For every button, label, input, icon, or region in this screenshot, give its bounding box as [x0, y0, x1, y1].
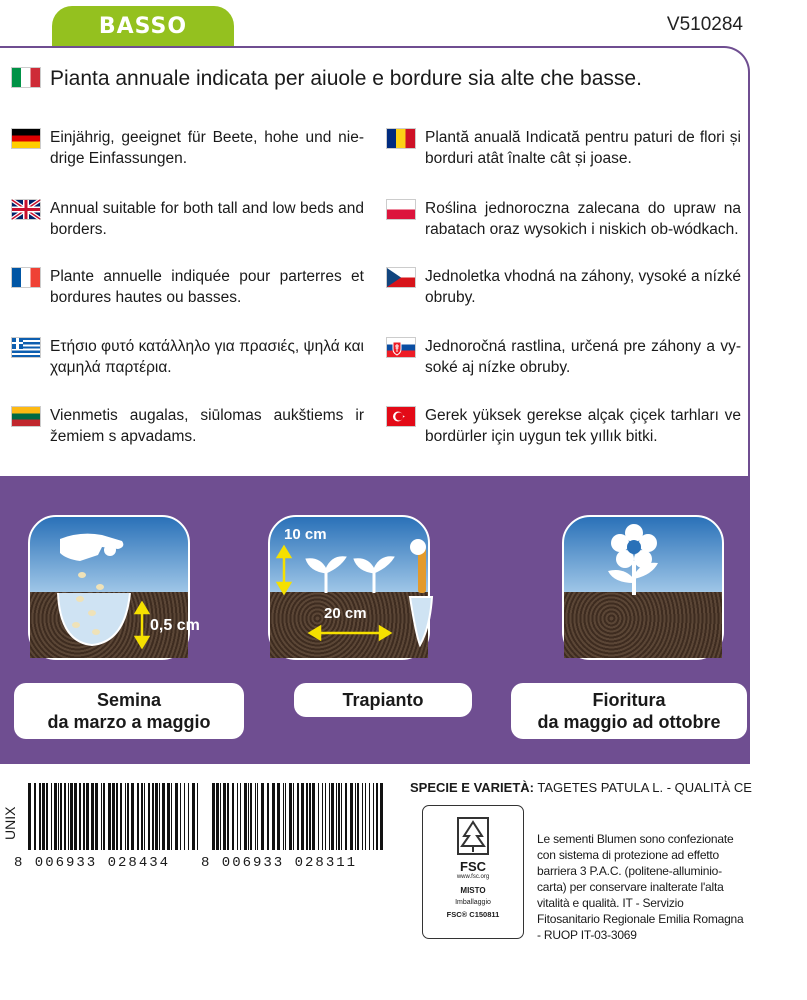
packaging-info: Le sementi Blumen sono confezionate con sistema di protezione ad effetto barriera 3 P.A.C. (politene-alluminio-carta) per conservare inalterate l'alta vitalità e qualità. IT - Servizio Fitosanitario Regionale Emilia Romagna - RUOP IT-03-3069 [537, 832, 744, 942]
seedling-icon [306, 557, 394, 593]
description-tr [387, 405, 741, 447]
barcode-bar [112, 783, 115, 850]
barcode-bar [244, 783, 247, 850]
barcode-bar [220, 783, 221, 850]
barcode-2 [210, 783, 388, 850]
tr-text: Gerek yüksek gerekse alçak çiçek tarhları ve bordürler için uygun tek yıllık bitki. [425, 407, 741, 445]
product-code: V510284 [666, 14, 743, 35]
barcode-bar [180, 783, 181, 850]
description-ro [387, 127, 741, 169]
barcode-bar [39, 783, 41, 850]
barcode-bar [312, 783, 315, 850]
barcode-bar [365, 783, 366, 850]
barcode-bar [237, 783, 238, 850]
lt-flag [12, 407, 40, 426]
barcode-bar [171, 783, 172, 850]
hand-icon [60, 534, 123, 561]
barcode-bar [338, 783, 340, 850]
species-line [410, 780, 752, 795]
flowering-title: Fioritura [592, 690, 666, 710]
barcode-bar [46, 783, 48, 850]
barcode-bar [167, 783, 170, 850]
fsc-packaging: Imballaggio [455, 899, 491, 906]
barcode-bar [376, 783, 378, 850]
variety-label: BASSO [98, 14, 188, 39]
unix-side-text: UNIX [2, 806, 18, 840]
barcode-bar [325, 783, 326, 850]
barcode-bar [341, 783, 342, 850]
pl-flag [387, 200, 415, 219]
barcode-bar [223, 783, 226, 850]
barcode-bar [329, 783, 330, 850]
de-text: Einjährig, geeignet für Beete, hohe und nie-drige Einfassungen. [50, 129, 364, 167]
transplant-label [294, 683, 472, 717]
barcode-bar [336, 783, 337, 850]
fr-text: Plante annuelle indiquée pour parterres et bordures hautes ou basses. [50, 268, 364, 306]
barcode-bar [227, 783, 229, 850]
barcode-bar [345, 783, 347, 850]
barcode-bar [144, 783, 145, 850]
de-flag [12, 129, 40, 148]
barcode-bar [51, 783, 52, 850]
depth-arrow-icon [136, 603, 148, 647]
description-sk [387, 336, 741, 378]
barcode-bar [373, 783, 374, 850]
barcode-1-number: 8 006933 028434 [14, 855, 171, 871]
barcode-bar [283, 783, 284, 850]
barcode-bar [318, 783, 319, 850]
gr-flag [12, 338, 40, 357]
barcode-bar [54, 783, 57, 850]
barcode-bar [83, 783, 85, 850]
fsc-type: MISTO [460, 886, 486, 895]
description-en [12, 198, 364, 240]
barcode-bar [74, 783, 77, 850]
barcode-bar [42, 783, 45, 850]
fsc-site: www.fsc.org [456, 874, 490, 880]
barcode-bar [86, 783, 89, 850]
barcode-bar [380, 783, 383, 850]
barcode-bar [197, 783, 198, 850]
description-fr [12, 266, 364, 308]
spacing-arrow-icon [310, 627, 390, 639]
barcode-bar [152, 783, 154, 850]
barcode-bar [70, 783, 73, 850]
barcode-bar [289, 783, 292, 850]
ro-text: Plantă anuală Indicată pentru paturi de flori și borduri atât înalte cât și joase. [425, 129, 741, 167]
it-flag [12, 68, 40, 87]
barcode-bar [285, 783, 286, 850]
barcode-bar [212, 783, 215, 850]
species-label: SPECIE E VARIETÀ: [410, 780, 535, 795]
transplant-spacing-label: 20 cm [324, 605, 367, 622]
barcode-bar [297, 783, 299, 850]
sowing-illustration [28, 515, 200, 660]
sowing-title: Semina [96, 690, 162, 710]
flowering-label [511, 683, 747, 739]
pl-text: Roślina jednoroczna zalecana do upraw na rabatach oraz wysokich i niskich ob-wódkach. [425, 200, 741, 238]
flowering-illustration [562, 515, 724, 660]
barcode-bar [350, 783, 353, 850]
barcode-bar [101, 783, 102, 850]
barcode-bar [103, 783, 105, 850]
barcode-bar [125, 783, 126, 850]
cz-flag [387, 268, 415, 287]
flower-icon [608, 524, 658, 595]
transplant-height-label: 10 cm [284, 526, 327, 543]
barcode-bar [175, 783, 178, 850]
barcode-bar [155, 783, 158, 850]
barcode-bar [250, 783, 252, 850]
barcode-bar [216, 783, 219, 850]
barcode-bar [34, 783, 36, 850]
barcode-bar [272, 783, 275, 850]
species-value: TAGETES PATULA L. - QUALITÀ CE [537, 780, 752, 795]
barcode-bar [188, 783, 189, 850]
transplant-title: Trapianto [342, 690, 424, 710]
barcode-bar [184, 783, 185, 850]
description-pl [387, 198, 741, 240]
gb-flag [12, 200, 40, 219]
barcode-bar [248, 783, 249, 850]
sk-text: Jednoročná rastlina, určená pre záhony a vy-soké aj nízke obruby. [425, 338, 741, 376]
lt-text: Vienmetis augalas, siūlomas aukštiems ir žemiem s apvadams. [50, 407, 364, 445]
description-de [12, 127, 364, 169]
barcode-bar [331, 783, 334, 850]
barcode-bar [306, 783, 308, 850]
barcode-bar [68, 783, 69, 850]
fsc-license: FSC® C150811 [446, 910, 500, 919]
variety-tab [52, 6, 234, 48]
fsc-tree-icon [450, 814, 496, 858]
height-arrow-icon [278, 547, 290, 593]
barcode-bar [309, 783, 311, 850]
barcode-bar [64, 783, 66, 850]
barcode-bar [369, 783, 370, 850]
barcode-bar [91, 783, 94, 850]
barcode-bar [261, 783, 264, 850]
transplant-illustration [268, 515, 430, 660]
barcode-bar [148, 783, 150, 850]
barcode-bar [255, 783, 256, 850]
barcode-bar [60, 783, 62, 850]
description-lt [12, 405, 364, 447]
barcode-bar [28, 783, 31, 850]
barcode-bar [141, 783, 143, 850]
en-text: Annual suitable for both tall and low beds and borders. [50, 200, 364, 238]
barcode-bar [108, 783, 111, 850]
barcode-bar [127, 783, 129, 850]
gr-text: Ετήσιο φυτό κατάλληλο για πρασιές, ψηλά και χαμηλά παρτέρια. [50, 338, 364, 376]
fsc-logo [422, 805, 524, 939]
barcode-bar [116, 783, 118, 850]
barcode-2-number: 8 006933 028311 [201, 855, 358, 871]
barcode-bar [301, 783, 304, 850]
barcode-bar [362, 783, 363, 850]
barcode-bar [232, 783, 234, 850]
barcode-bar [240, 783, 241, 850]
sowing-depth-label: 0,5 cm [150, 617, 200, 634]
cz-text: Jednoletka vhodná na záhony, vysoké a nízké obruby. [425, 268, 741, 306]
ro-flag [387, 129, 415, 148]
tr-flag [387, 407, 415, 426]
barcode-bar [267, 783, 269, 850]
barcode-bar [120, 783, 122, 850]
barcode-bar [192, 783, 195, 850]
barcode-bar [58, 783, 59, 850]
barcode-bar [159, 783, 160, 850]
barcode-bar [277, 783, 280, 850]
barcode-bar [79, 783, 81, 850]
barcode-bar [355, 783, 356, 850]
italian-text: Pianta annuale indicata per aiuole e bordure sia alte che basse. [50, 67, 642, 90]
fr-flag [12, 268, 40, 287]
description-gr [12, 336, 364, 378]
barcode-bar [131, 783, 134, 850]
sowing-label [14, 683, 244, 739]
barcode-1 [26, 783, 202, 850]
barcode-bar [257, 783, 258, 850]
fsc-name: FSC [460, 859, 486, 874]
barcode-bar [137, 783, 139, 850]
sk-flag [387, 338, 415, 357]
flowering-period: da maggio ad ottobre [537, 712, 721, 732]
barcode-bar [357, 783, 359, 850]
barcode-bar [293, 783, 294, 850]
description-it [12, 66, 642, 92]
barcode-bar [95, 783, 98, 850]
barcode-bar [162, 783, 165, 850]
sowing-period: da marzo a maggio [47, 712, 211, 732]
barcode-bar [322, 783, 323, 850]
description-cz [387, 266, 741, 308]
